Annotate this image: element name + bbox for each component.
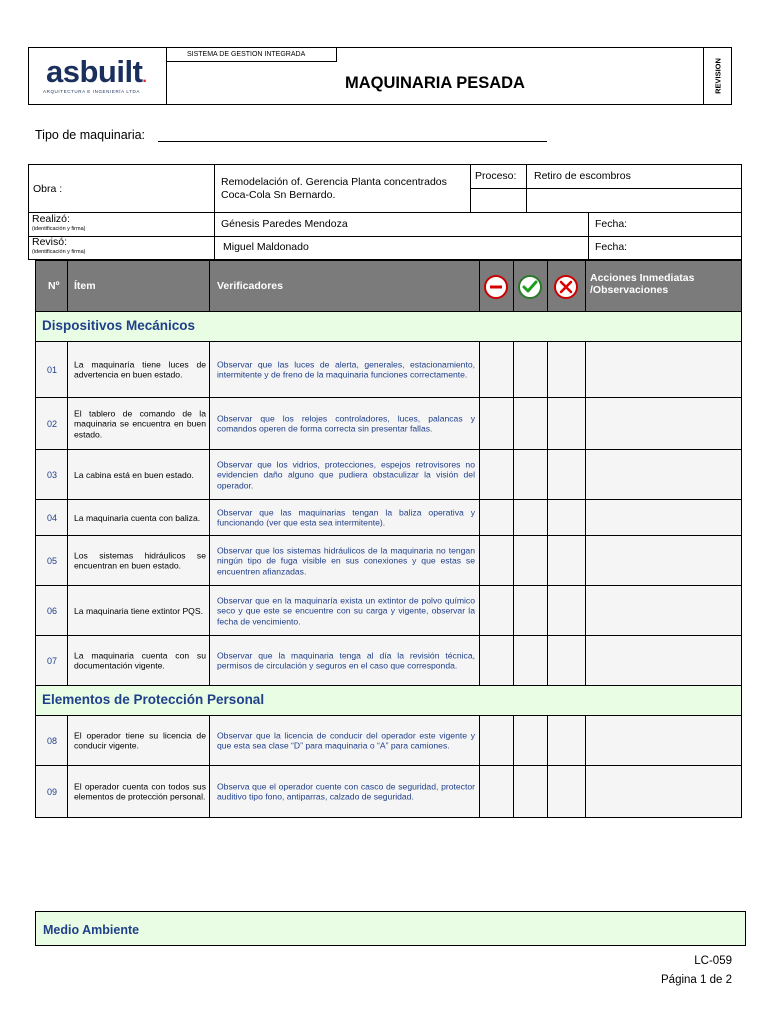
row-number: 09 [46, 786, 57, 797]
row-item-text: El tablero de comando de la maquinaria se encuentra en buen estado. [74, 407, 206, 439]
row-verificador-text: Observar que las maquinarias tengan la baliza operativa y funcionando (ver que esta sea intermitente). [217, 507, 475, 528]
table-row [35, 500, 742, 536]
col-cross-header [548, 261, 586, 311]
reviso-label: Revisó: (identificación y firma) [32, 236, 86, 255]
cell-cross[interactable] [548, 342, 586, 397]
section-title: Medio Ambiente [43, 923, 140, 937]
proceso-value: Retiro de escombros [534, 170, 631, 182]
reviso-fecha-label: Fecha: [595, 241, 628, 253]
row-number: 06 [46, 605, 57, 616]
cell-acciones[interactable] [586, 766, 741, 817]
cell-cross[interactable] [548, 716, 586, 765]
obra-value-cell [215, 165, 471, 213]
obra-value: Remodelación of. Gerencia Planta concentrados Coca-Cola Sn Bernardo. [221, 176, 447, 201]
col-check-header [514, 261, 548, 311]
cell-minus[interactable] [480, 450, 514, 499]
revision-cell [703, 48, 731, 104]
table-row [35, 586, 742, 636]
cell-cross[interactable] [548, 766, 586, 817]
section-header [35, 686, 742, 716]
cell-minus[interactable] [480, 636, 514, 685]
col-no-header: Nº [36, 261, 68, 311]
row-item-text: El operador cuenta con todos sus elementos de protección personal. [74, 781, 206, 802]
col-acciones-header: Acciones Inmediatas /Observaciones [590, 272, 695, 296]
cell-minus[interactable] [480, 716, 514, 765]
cell-acciones[interactable] [586, 586, 741, 635]
cell-check[interactable] [514, 586, 548, 635]
row-verificador-text: Observar que los vidrios, protecciones, espejos retrovisores no evidencien daño alguno que pudiera obstaculizar la visión del operador. [217, 458, 475, 490]
table-row [35, 450, 742, 500]
page-number: Página 1 de 2 [661, 974, 732, 986]
cell-check[interactable] [514, 500, 548, 535]
realizo-fecha-label: Fecha: [595, 218, 628, 230]
row-number: 01 [46, 364, 57, 375]
revision-label: REVISION [713, 58, 723, 94]
obra-label-cell [29, 165, 215, 213]
cell-check[interactable] [514, 398, 548, 449]
row-item-text: La maquinaria tiene extintor PQS. [74, 605, 203, 616]
row-item-text: El operador tiene su licencia de conducir vigente. [74, 730, 206, 751]
cell-check[interactable] [514, 450, 548, 499]
reviso-label-cell [29, 237, 215, 259]
table-row [35, 766, 742, 818]
cell-acciones[interactable] [586, 536, 741, 585]
table-row [35, 536, 742, 586]
row-item-text: La cabina está en buen estado. [74, 469, 194, 480]
cell-check[interactable] [514, 636, 548, 685]
cell-minus[interactable] [480, 342, 514, 397]
cell-minus[interactable] [480, 766, 514, 817]
obra-label: Obra : [33, 183, 63, 195]
cell-minus[interactable] [480, 500, 514, 535]
row-number: 04 [46, 512, 57, 523]
cell-cross[interactable] [548, 450, 586, 499]
realizo-fecha-cell[interactable] [589, 213, 741, 237]
reviso-fecha-cell[interactable] [589, 237, 741, 259]
reviso-value: Miguel Maldonado [223, 241, 309, 253]
cell-minus[interactable] [480, 586, 514, 635]
cross-icon [554, 275, 578, 299]
proceso-empty-cell-2[interactable] [527, 189, 741, 213]
section-title: Elementos de Protección Personal [42, 692, 265, 707]
row-item-text: La maquinaria cuenta con su documentación vigente. [74, 650, 206, 671]
reviso-value-cell[interactable] [215, 237, 589, 259]
row-verificador-text: Observar que los sistemas hidráulicos de la maquinaria no tengan ningún tipo de fuga visible en sus conexiones y que estas se encuentren afianzadas. [217, 544, 475, 576]
cell-cross[interactable] [548, 500, 586, 535]
cell-acciones[interactable] [586, 450, 741, 499]
minus-icon [484, 275, 508, 299]
realizo-sub: (identificación y firma) [32, 226, 86, 232]
col-verificadores-header: Verificadores [210, 261, 480, 311]
proceso-empty-cell-1[interactable] [471, 189, 527, 213]
cell-minus[interactable] [480, 536, 514, 585]
cell-acciones[interactable] [586, 500, 741, 535]
company-logo: asbuilt. [46, 54, 147, 89]
row-number: 08 [46, 735, 57, 746]
row-verificador-text: Observar que en la maquinaría exista un extintor de polvo químico seco y que este se encuentre con su carga y vigente, observar la fecha de vencimiento. [217, 594, 475, 626]
cell-cross[interactable] [548, 536, 586, 585]
cell-cross[interactable] [548, 636, 586, 685]
checklist-table [35, 260, 742, 818]
row-verificador-text: Observar que la maquinaria tenga al día la revisión técnica, permisos de circulación y seguros en el caso que corresponda. [217, 650, 475, 671]
realizo-label: Realizó: (identificación y firma) [32, 213, 86, 232]
realizo-value-cell[interactable] [215, 213, 589, 237]
section-header [35, 312, 742, 342]
row-item-text: La maquinaría tiene luces de advertencia en buen estado. [74, 359, 206, 380]
cell-check[interactable] [514, 766, 548, 817]
col-item-header: Ítem [68, 261, 210, 311]
col-minus-header [480, 261, 514, 311]
cell-check[interactable] [514, 536, 548, 585]
system-label: SISTEMA DE GESTION INTEGRADA [167, 48, 337, 62]
cell-acciones[interactable] [586, 636, 741, 685]
row-number: 07 [46, 655, 57, 666]
row-verificador-text: Observar que los relojes controladores, luces, palancas y comandos operen de forma correcta sin presentar fallas. [217, 413, 475, 434]
cell-cross[interactable] [548, 398, 586, 449]
row-number: 05 [46, 555, 57, 566]
cell-check[interactable] [514, 342, 548, 397]
realizo-label-cell [29, 213, 215, 237]
cell-acciones[interactable] [586, 716, 741, 765]
document-code: LC-059 [694, 955, 732, 967]
row-item-text: Los sistemas hidráulicos se encuentran en buen estado. [74, 550, 206, 571]
logo-cell [29, 48, 167, 104]
proceso-label-cell [471, 165, 527, 189]
table-header-row [35, 260, 742, 312]
machinery-type-label: Tipo de maquinaria: [35, 128, 146, 142]
reviso-sub: (identificación y firma) [32, 249, 86, 255]
table-row [35, 716, 742, 766]
machinery-type-field[interactable] [158, 141, 547, 142]
row-verificador-text: Observar que las luces de alerta, generales, estacionamiento, intermitente y de freno de la maquinaria funciones correctamente. [217, 359, 475, 380]
proceso-value-cell [527, 165, 741, 189]
cell-acciones[interactable] [586, 398, 741, 449]
row-number: 03 [46, 469, 57, 480]
cell-minus[interactable] [480, 398, 514, 449]
cell-check[interactable] [514, 716, 548, 765]
cell-cross[interactable] [548, 586, 586, 635]
cell-acciones[interactable] [586, 342, 741, 397]
row-number: 02 [46, 418, 57, 429]
logo-tagline: ARQUITECTURA E INGENIERÍA LTDA [43, 89, 140, 94]
table-row [35, 636, 742, 686]
check-icon [518, 275, 542, 299]
table-row [35, 342, 742, 398]
row-verificador-text: Observa que el operador cuente con casco de seguridad, protector auditivo tipo fono, antiparras, calzado de seguridad. [217, 781, 475, 802]
table-row [35, 398, 742, 450]
realizo-value: Génesis Paredes Mendoza [221, 218, 348, 230]
section-title: Dispositivos Mecánicos [42, 318, 196, 333]
document-title: MAQUINARIA PESADA [345, 74, 525, 92]
section-medio-ambiente [35, 911, 746, 946]
row-item-text: La maquinaria cuenta con baliza. [74, 512, 201, 523]
document-header [28, 47, 732, 105]
proceso-label: Proceso: [475, 170, 517, 182]
info-table [28, 164, 742, 260]
row-verificador-text: Observar que la licencia de conducir del operador este vigente y que esta sea clase “D” para maquinaria o “A” para camiones. [217, 730, 475, 751]
